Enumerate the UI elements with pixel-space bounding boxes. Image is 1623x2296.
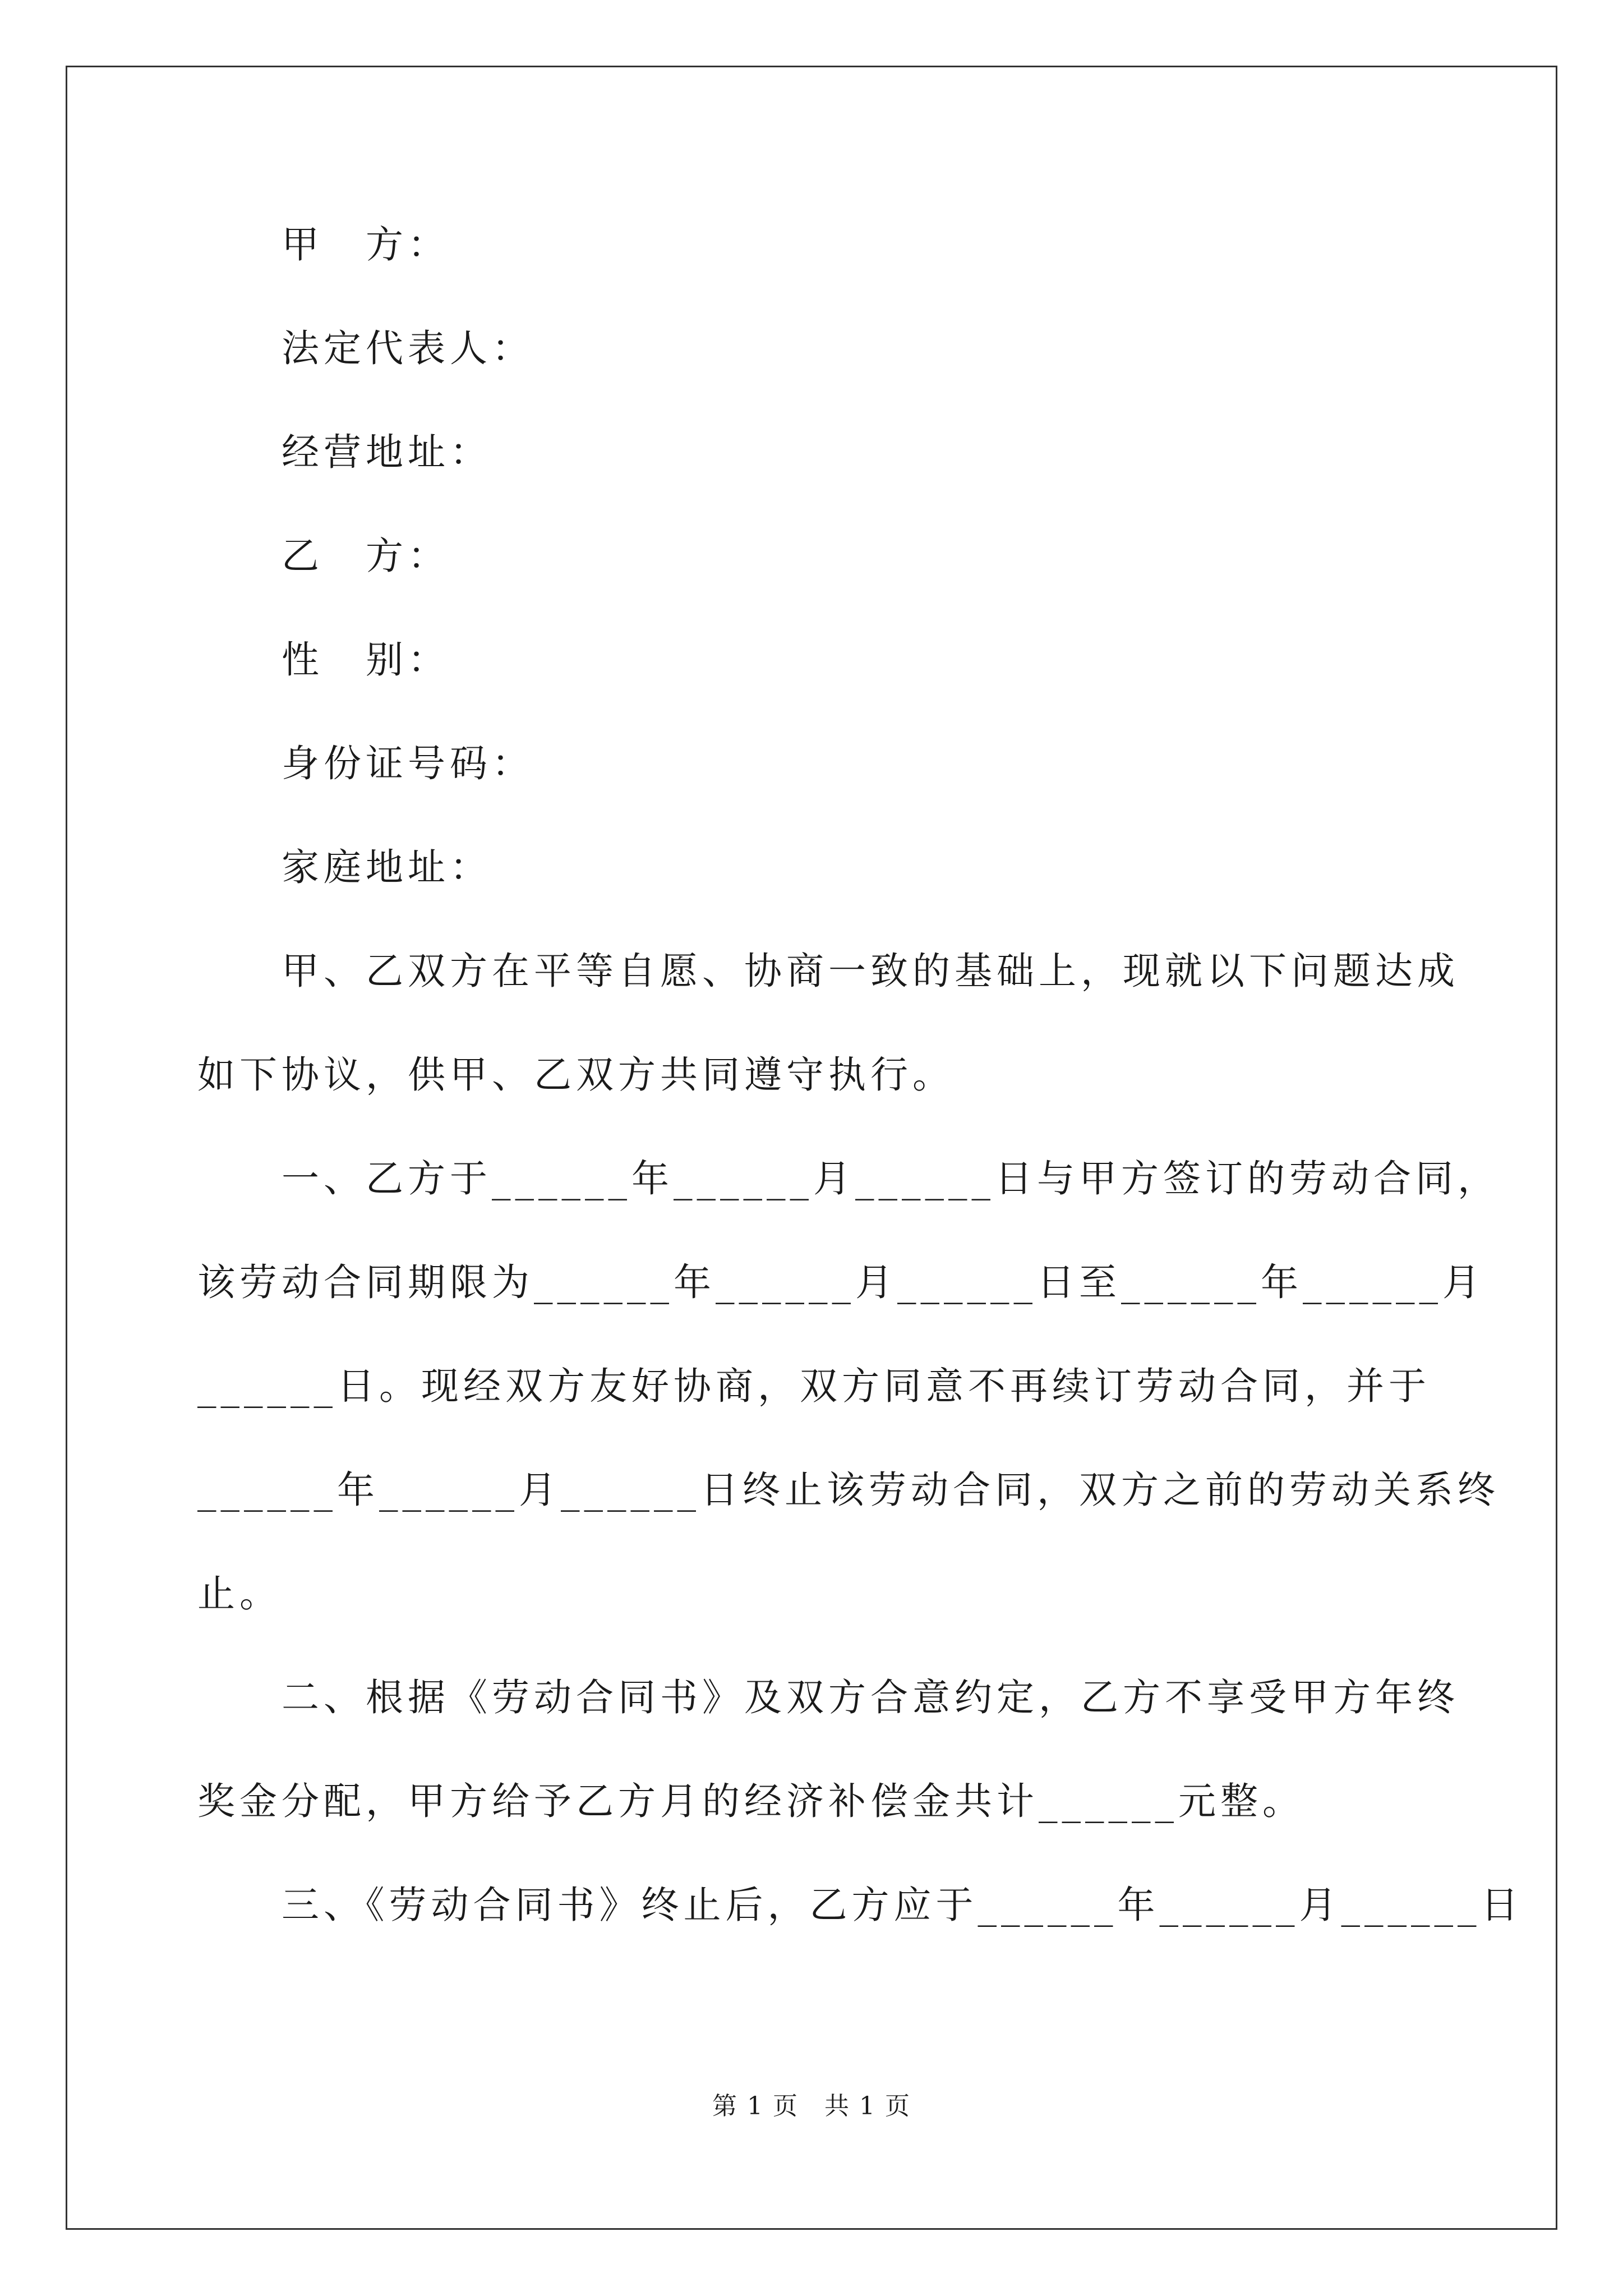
party-a-label: 甲 方：	[282, 223, 450, 266]
page-number: 第 1 页 共 1 页	[712, 2092, 911, 2120]
clause-2-line: 二、根据《劳动合同书》及双方合意约定，乙方不享受甲方年终	[282, 1676, 1459, 1719]
clause-1-line: 该劳动合同期限为______年______月______日至______年______月	[197, 1260, 1484, 1304]
intro-paragraph-line: 甲、乙双方在平等自愿、协商一致的基础上，现就以下问题达成	[282, 949, 1459, 993]
id-number-label: 身份证号码：	[282, 742, 534, 785]
intro-paragraph-line: 如下协议，供甲、乙双方共同遵守执行。	[197, 1053, 955, 1097]
clause-1-line: 止。	[197, 1572, 282, 1616]
gender-label: 性 别：	[282, 638, 450, 682]
legal-rep-label: 法定代表人：	[282, 326, 534, 370]
business-address-label: 经营地址：	[282, 430, 492, 474]
clause-2-line: 奖金分配，甲方给予乙方月的经济补偿金共计______元整。	[197, 1779, 1304, 1823]
clause-3-line: 三、《劳动合同书》终止后，乙方应于______年______月______日	[282, 1883, 1523, 1927]
clause-1-line: 一、乙方于______年______月______日与甲方签订的劳动合同，	[282, 1157, 1500, 1200]
clause-1-line: ______日。现经双方友好协商，双方同意不再续订劳动合同，并于	[197, 1364, 1431, 1408]
party-b-label: 乙 方：	[282, 534, 450, 578]
clause-1-line: ______年______月______日终止该劳动合同，双方之前的劳动关系终	[197, 1468, 1500, 1512]
home-address-label: 家庭地址：	[282, 845, 492, 889]
